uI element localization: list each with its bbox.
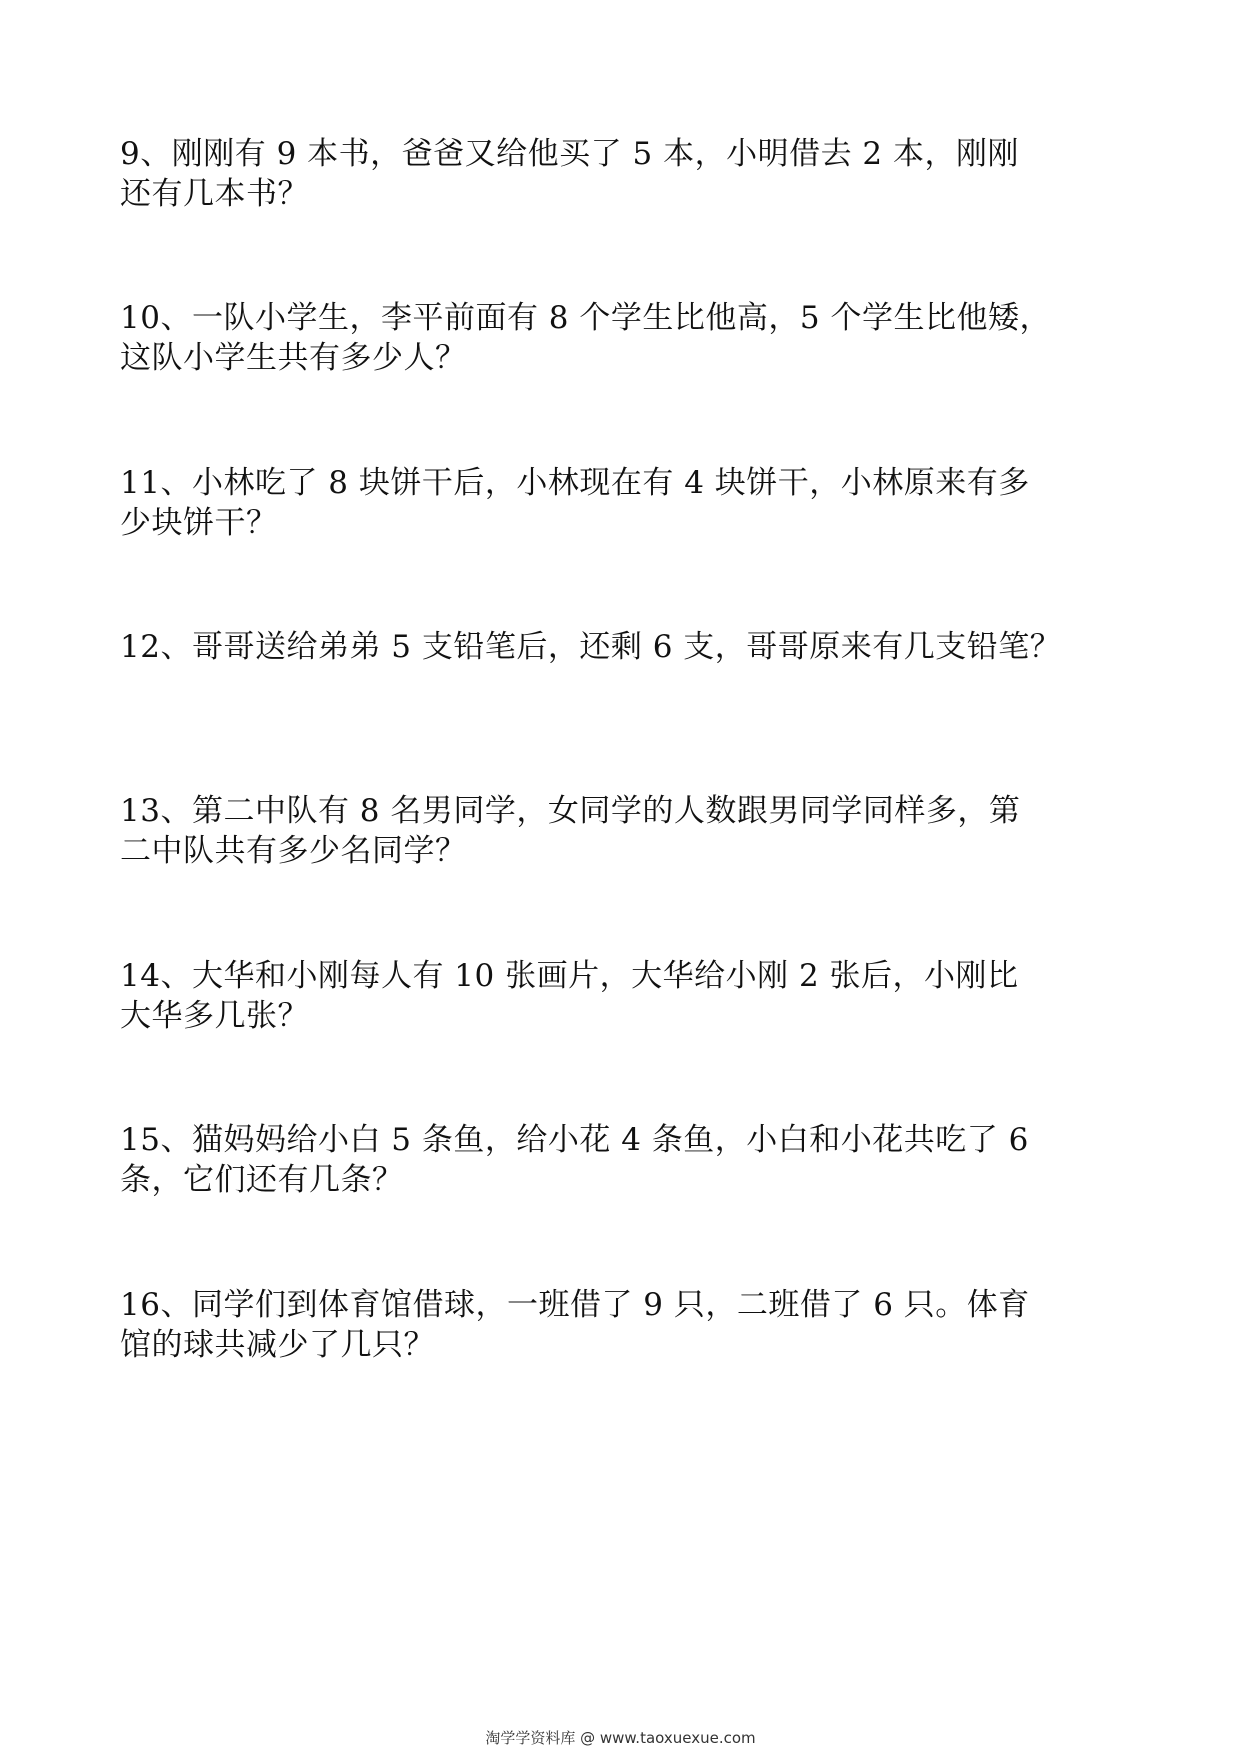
question-13 xyxy=(120,791,1080,871)
question-line: 条，它们还有几条？ xyxy=(120,1162,404,1198)
question-line: 12、哥哥送给弟弟 5 支铅笔后，还剩 6 支，哥哥原来有几支铅笔？ xyxy=(120,629,1062,665)
question-line: 少块饼干？ xyxy=(120,505,278,541)
question-9 xyxy=(120,134,1080,214)
question-11 xyxy=(120,463,1080,543)
question-line: 大华多几张？ xyxy=(120,998,309,1034)
question-line: 11、小林吃了 8 块饼干后，小林现在有 4 块饼干，小林原来有多 xyxy=(120,465,1030,501)
question-line: 这队小学生共有多少人？ xyxy=(120,340,467,376)
question-line: 16、同学们到体育馆借球，一班借了 9 只，二班借了 6 只。体育 xyxy=(120,1287,1030,1323)
question-line: 13、第二中队有 8 名男同学，女同学的人数跟男同学同样多，第 xyxy=(120,793,1021,829)
question-16 xyxy=(120,1285,1080,1365)
question-line: 9、刚刚有 9 本书，爸爸又给他买了 5 本，小明借去 2 本，刚刚 xyxy=(120,136,1020,172)
question-line: 还有几本书？ xyxy=(120,176,309,212)
question-line: 14、大华和小刚每人有 10 张画片，大华给小刚 2 张后，小刚比 xyxy=(120,958,1019,994)
question-line: 馆的球共减少了几只？ xyxy=(120,1327,435,1363)
question-line: 15、猫妈妈给小白 5 条鱼，给小花 4 条鱼，小白和小花共吃了 6 xyxy=(120,1122,1029,1158)
question-15 xyxy=(120,1120,1080,1200)
question-line: 10、一队小学生，李平前面有 8 个学生比他高，5 个学生比他矮， xyxy=(120,300,1051,336)
question-14 xyxy=(120,956,1080,1036)
footer-watermark: 淘学学资料库 @ www.taoxuexue.com xyxy=(485,1729,756,1747)
question-line: 二中队共有多少名同学？ xyxy=(120,833,467,869)
question-10 xyxy=(120,298,1080,378)
question-12 xyxy=(120,627,1080,667)
